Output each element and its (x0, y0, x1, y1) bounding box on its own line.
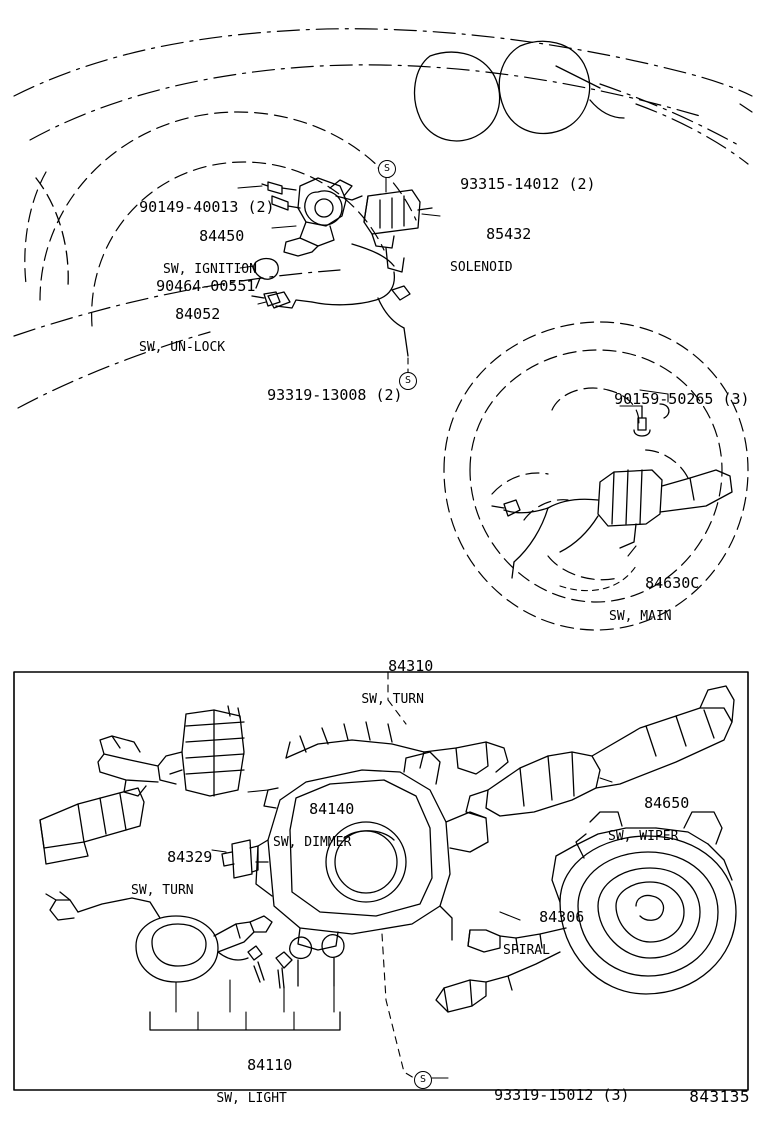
label-84310: 84310 SW, TURN (361, 657, 434, 707)
label-85432: 85432 SOLENOID (450, 225, 532, 275)
label-84450: 84450 SW, IGNITION (163, 227, 257, 277)
label-93315-14012: 93315-14012 (2) (460, 175, 596, 193)
label-93319-15012: 93319-15012 (3) (494, 1086, 630, 1104)
label-90149-40013: 90149-40013 (2) (139, 198, 275, 216)
label-93319-13008: 93319-13008 (2) (267, 386, 403, 404)
label-90159-50265: 90159-50265 (3) (614, 390, 750, 408)
diagram-id: 843135 (689, 1087, 750, 1106)
screw-marker-93319-13008: S (399, 372, 417, 390)
label-84052: 84052 SW, UN-LOCK (139, 305, 226, 355)
label-84306: 84306 SPIRAL (503, 908, 585, 958)
label-90464-00551: 90464-00551 (156, 277, 256, 295)
label-84650: 84650 SW, WIPER (608, 794, 690, 844)
screw-marker-93315-14012: S (378, 160, 396, 178)
label-84140: 84140 SW, DIMMER (273, 800, 355, 850)
screw-marker-93319-15012: S (414, 1071, 432, 1089)
label-84110: 84110 SW, LIGHT (216, 1056, 293, 1106)
label-84630C: 84630C SW, MAIN (609, 574, 700, 624)
label-84329: 84329 SW, TURN (131, 848, 213, 898)
